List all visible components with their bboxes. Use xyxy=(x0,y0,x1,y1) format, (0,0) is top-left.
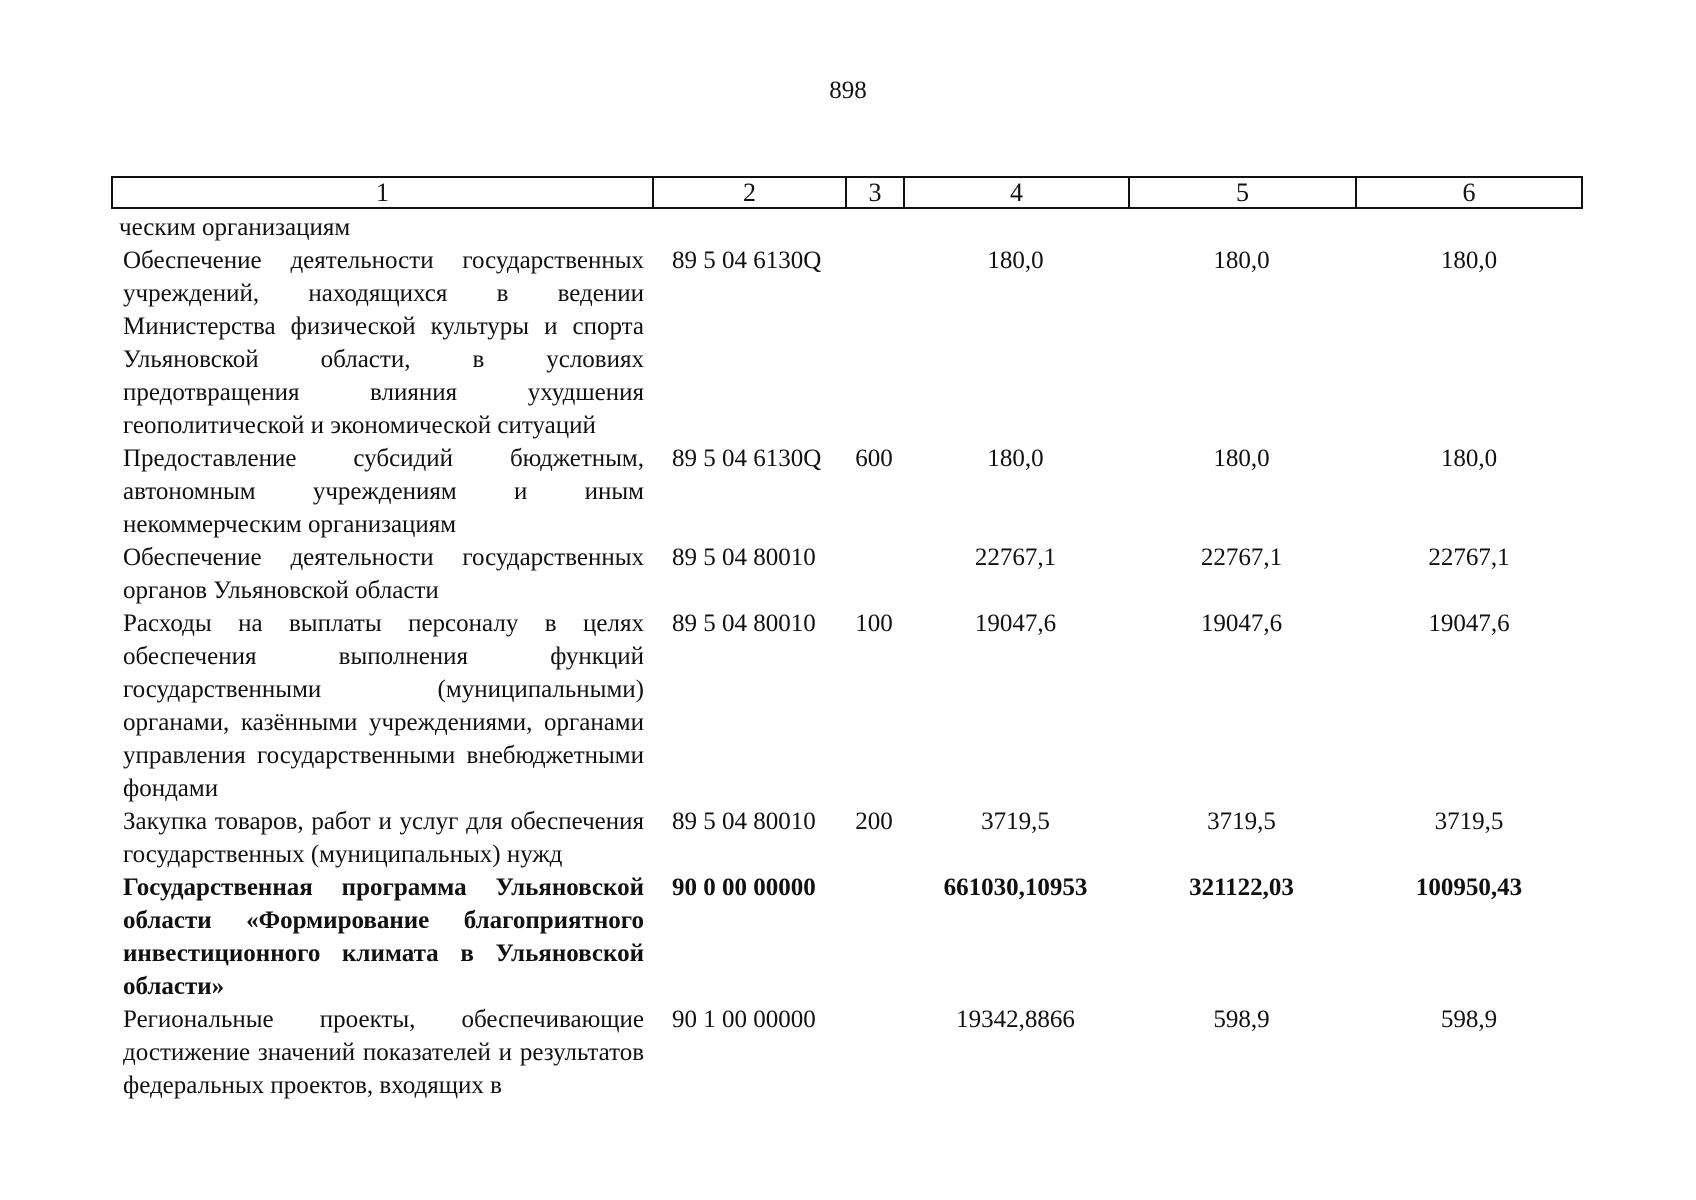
row-code: 89 5 04 6130Q xyxy=(672,445,822,472)
row-type: 600 xyxy=(855,445,893,472)
row-type: 100 xyxy=(855,610,893,637)
row-name: Региональные проекты, обеспечивающие достижение значений показателей и результатов федеральных проектов, входящих в xyxy=(123,1006,644,1099)
row-value-6: 100950,43 xyxy=(1415,874,1523,901)
table-body xyxy=(111,211,1583,1102)
table-row xyxy=(111,244,1583,442)
row-name: Государственная программа Ульяновской области «Формирование благоприятного инвестиционного климата в Ульяновской области» xyxy=(123,874,644,1000)
row-value-5: 180,0 xyxy=(1213,247,1270,274)
row-code: 90 0 00 00000 xyxy=(672,874,816,901)
row-name: Обеспечение деятельности государственных органов Ульяновской области xyxy=(123,544,644,604)
table-row xyxy=(111,607,1583,805)
row-value-5: 3719,5 xyxy=(1207,808,1276,835)
row-value-5: 321122,03 xyxy=(1189,874,1294,901)
row-value-4: 180,0 xyxy=(987,445,1044,472)
table-row xyxy=(111,805,1583,871)
column-header-6: 6 xyxy=(1462,178,1476,207)
row-value-4: 19342,8866 xyxy=(956,1006,1075,1033)
row-code: 89 5 04 80010 xyxy=(672,808,816,835)
row-value-6: 19047,6 xyxy=(1428,610,1510,637)
row-value-5: 19047,6 xyxy=(1200,610,1283,637)
row-value-6: 598,9 xyxy=(1440,1006,1498,1033)
row-value-4: 180,0 xyxy=(987,247,1044,274)
continuation-text: ческим организациям xyxy=(119,214,351,241)
table-row xyxy=(111,1003,1583,1102)
row-value-4: 22767,1 xyxy=(974,544,1057,571)
table-row-program xyxy=(111,871,1583,1003)
row-code: 89 5 04 6130Q xyxy=(672,247,822,274)
row-type: 200 xyxy=(855,808,893,835)
row-name: Обеспечение деятельности государственных учреждений, находящихся в ведении Министерства физической культуры и спорта Ульяновской области, в условиях предотвращения влияния ухудшения геополитической и экономической ситуаций xyxy=(123,247,644,439)
column-header-3: 3 xyxy=(847,178,905,207)
row-value-4: 3719,5 xyxy=(981,808,1050,835)
column-header-4: 4 xyxy=(905,178,1130,207)
row-name: Предоставление субсидий бюджетным, автономным учреждениям и иным некоммерческим организациям xyxy=(123,445,644,538)
page-number: 898 xyxy=(829,77,867,104)
row-value-6: 180,0 xyxy=(1440,247,1498,274)
row-value-6: 180,0 xyxy=(1440,445,1498,472)
continuation-row xyxy=(111,211,1583,244)
row-value-6: 3719,5 xyxy=(1434,808,1504,835)
table-row xyxy=(111,541,1583,607)
column-header-5: 5 xyxy=(1130,178,1357,207)
column-header-1: 1 xyxy=(113,178,654,207)
row-code: 89 5 04 80010 xyxy=(672,610,816,637)
column-header-2: 2 xyxy=(654,178,847,207)
row-code: 89 5 04 80010 xyxy=(672,544,816,571)
row-value-6: 22767,1 xyxy=(1428,544,1510,571)
row-value-5: 22767,1 xyxy=(1200,544,1283,571)
row-name: Расходы на выплаты персоналу в целях обеспечения выполнения функций государственными (муниципальными) органами, казёнными учреждениями, органами управления государственными внебюджетными фондами xyxy=(123,610,644,802)
row-value-4: 19047,6 xyxy=(974,610,1057,637)
row-code: 90 1 00 00000 xyxy=(672,1006,816,1033)
row-value-5: 180,0 xyxy=(1213,445,1270,472)
row-value-4: 661030,10953 xyxy=(943,874,1088,901)
table-header xyxy=(111,176,1583,209)
row-value-5: 598,9 xyxy=(1213,1006,1270,1033)
table-row xyxy=(111,442,1583,541)
row-name: Закупка товаров, работ и услуг для обеспечения государственных (муниципальных) нужд xyxy=(123,808,644,868)
